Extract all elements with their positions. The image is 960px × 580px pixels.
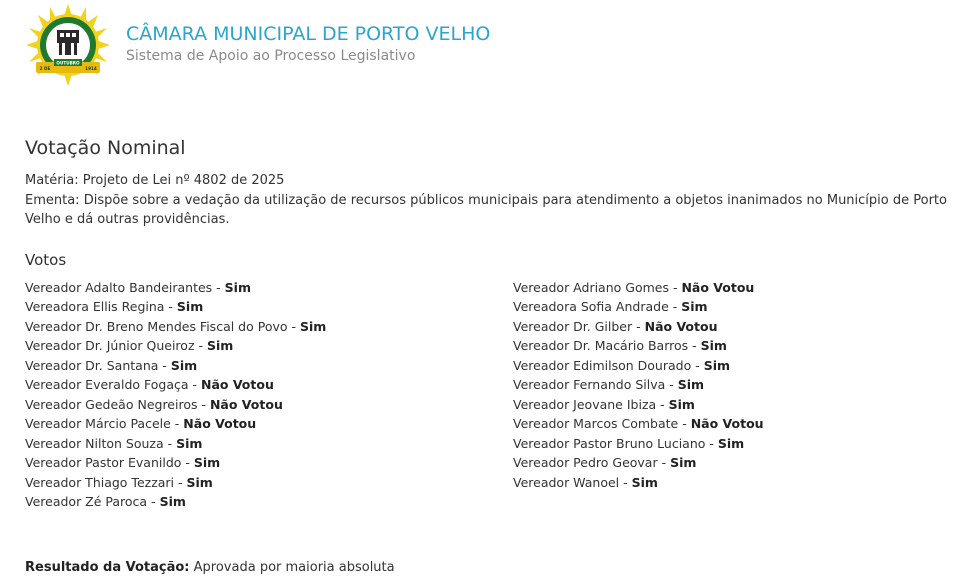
vote-value: Sim xyxy=(170,357,198,373)
vote-separator: - xyxy=(705,435,718,451)
vote-row xyxy=(513,473,953,493)
councilor-name: Vereador Jeovane Ibiza xyxy=(513,396,657,412)
vote-row xyxy=(25,297,513,317)
vote-separator: - xyxy=(174,474,187,490)
councilor-name: Vereador Zé Paroca xyxy=(25,494,148,509)
vote-value: Sim xyxy=(717,435,745,451)
vote-row xyxy=(513,356,953,376)
votes-column-left xyxy=(25,278,513,512)
councilor-name: Vereador Everaldo Fogaça xyxy=(25,377,189,392)
vote-row xyxy=(25,395,513,415)
vote-value: Sim xyxy=(193,455,221,470)
vote-separator: - xyxy=(164,299,177,314)
vote-value: Sim xyxy=(681,299,708,314)
councilor-name: Vereador Nilton Souza xyxy=(25,435,164,451)
vote-separator: - xyxy=(668,299,682,314)
votes-column-right xyxy=(513,278,953,512)
vote-value: Sim xyxy=(176,299,204,314)
vote-separator: - xyxy=(181,455,194,470)
vote-value: Sim xyxy=(159,494,186,509)
page-title: Votação Nominal xyxy=(25,137,186,159)
vote-separator: - xyxy=(197,396,210,412)
vote-row xyxy=(513,278,953,298)
councilor-name: Vereador Dr. Júnior Queiroz xyxy=(25,338,195,353)
vote-separator: - xyxy=(632,318,645,334)
councilor-name: Vereador Márcio Pacele xyxy=(25,416,171,431)
vote-separator: - xyxy=(656,396,669,412)
councilor-name: Vereador Wanoel xyxy=(513,474,620,490)
app-title: CÂMARA MUNICIPAL DE PORTO VELHO xyxy=(126,23,491,45)
vote-separator: - xyxy=(194,338,207,353)
vote-row xyxy=(25,317,513,337)
vote-row xyxy=(25,375,513,395)
vote-value: Não Votou xyxy=(183,416,257,431)
vote-row xyxy=(25,453,513,473)
vote-separator: - xyxy=(619,474,632,490)
vote-value: Sim xyxy=(703,357,731,373)
councilor-name: Vereador Adriano Gomes xyxy=(513,279,669,295)
vote-value: Não Votou xyxy=(209,396,283,412)
vote-row xyxy=(513,395,953,415)
vote-separator: - xyxy=(163,435,177,451)
vote-row xyxy=(513,414,953,434)
councilor-name: Vereador Edimilson Dourado xyxy=(513,357,692,373)
header-text xyxy=(126,22,490,66)
vote-separator: - xyxy=(212,279,225,295)
vote-value: Sim xyxy=(677,377,705,392)
page-header xyxy=(26,4,490,86)
vote-row xyxy=(25,473,513,493)
vote-value: Não Votou xyxy=(690,416,764,431)
vote-row xyxy=(25,278,513,298)
vote-row xyxy=(513,297,953,317)
vote-separator: - xyxy=(188,377,201,392)
vote-value: Não Votou xyxy=(644,318,718,334)
logo-ring-text: OUTUBRO xyxy=(56,60,80,66)
vote-row xyxy=(25,414,513,434)
logo-date-left: 2 DE xyxy=(39,66,51,71)
vote-separator: - xyxy=(158,357,171,373)
vote-separator: - xyxy=(678,416,691,431)
vote-row xyxy=(25,492,513,512)
vote-value: Sim xyxy=(299,318,327,334)
vote-row xyxy=(513,375,953,395)
result-label: Resultado da Votação: xyxy=(25,560,190,575)
vote-row xyxy=(25,336,513,356)
councilor-name: Vereador Dr. Santana xyxy=(25,357,159,373)
vote-value: Sim xyxy=(186,474,213,490)
main-content xyxy=(25,134,955,512)
vote-value: Sim xyxy=(670,455,697,470)
vote-result xyxy=(25,558,395,577)
vote-separator: - xyxy=(668,279,682,295)
councilor-name: Vereador Dr. Macário Barros xyxy=(513,338,689,353)
vote-row xyxy=(513,317,953,337)
vote-row xyxy=(513,434,953,454)
bill-info xyxy=(25,171,955,230)
votes-heading: Votos xyxy=(25,250,67,269)
councilor-name: Vereador Pastor Evanildo xyxy=(25,455,182,470)
councilor-name: Vereador Adalto Bandeirantes xyxy=(25,279,213,295)
councilor-name: Vereadora Sofia Andrade xyxy=(513,299,669,314)
councilor-name: Vereador Dr. Gilber xyxy=(513,318,633,334)
bill-ementa: Ementa: Dispõe sobre a vedação da utilização de recursos públicos municipais para atendimento a objetos inanimados no Município de Porto Velho e dá outras providências. xyxy=(25,192,947,227)
vote-separator: - xyxy=(170,416,184,431)
vote-separator: - xyxy=(691,357,704,373)
vote-row xyxy=(25,434,513,454)
councilor-name: Vereador Pastor Bruno Luciano xyxy=(513,435,706,451)
vote-value: Sim xyxy=(206,338,234,353)
councilor-name: Vereadora Ellis Regina xyxy=(25,299,165,314)
councilor-name: Vereador Gedeão Negreiros xyxy=(25,396,198,412)
vote-separator: - xyxy=(688,338,701,353)
vote-value: Sim xyxy=(224,279,251,295)
councilor-name: Vereador Dr. Breno Mendes Fiscal do Povo xyxy=(25,318,288,334)
vote-row xyxy=(513,336,953,356)
vote-value: Não Votou xyxy=(200,377,274,392)
result-value: Aprovada por maioria absoluta xyxy=(189,560,395,575)
app-subtitle: Sistema de Apoio ao Processo Legislativo xyxy=(126,48,416,64)
vote-row xyxy=(513,453,953,473)
vote-row xyxy=(25,356,513,376)
vote-separator: - xyxy=(147,494,160,509)
councilor-name: Vereador Fernando Silva xyxy=(513,377,666,392)
vote-value: Sim xyxy=(176,435,203,451)
vote-value: Sim xyxy=(668,396,695,412)
votes-grid xyxy=(25,278,955,512)
vote-value: Sim xyxy=(631,474,658,490)
councilor-name: Vereador Marcos Combate xyxy=(513,416,679,431)
bill-materia: Matéria: Projeto de Lei nº 4802 de 2025 xyxy=(25,173,285,188)
councilor-name: Vereador Thiago Tezzari xyxy=(25,474,175,490)
city-council-logo-icon xyxy=(26,4,110,86)
logo-date-right: 1914 xyxy=(85,66,97,71)
councilor-name: Vereador Pedro Geovar xyxy=(513,455,658,470)
vote-separator: - xyxy=(657,455,671,470)
vote-separator: - xyxy=(665,377,678,392)
vote-value: Sim xyxy=(700,338,727,353)
vote-separator: - xyxy=(287,318,300,334)
vote-value: Não Votou xyxy=(681,279,755,295)
